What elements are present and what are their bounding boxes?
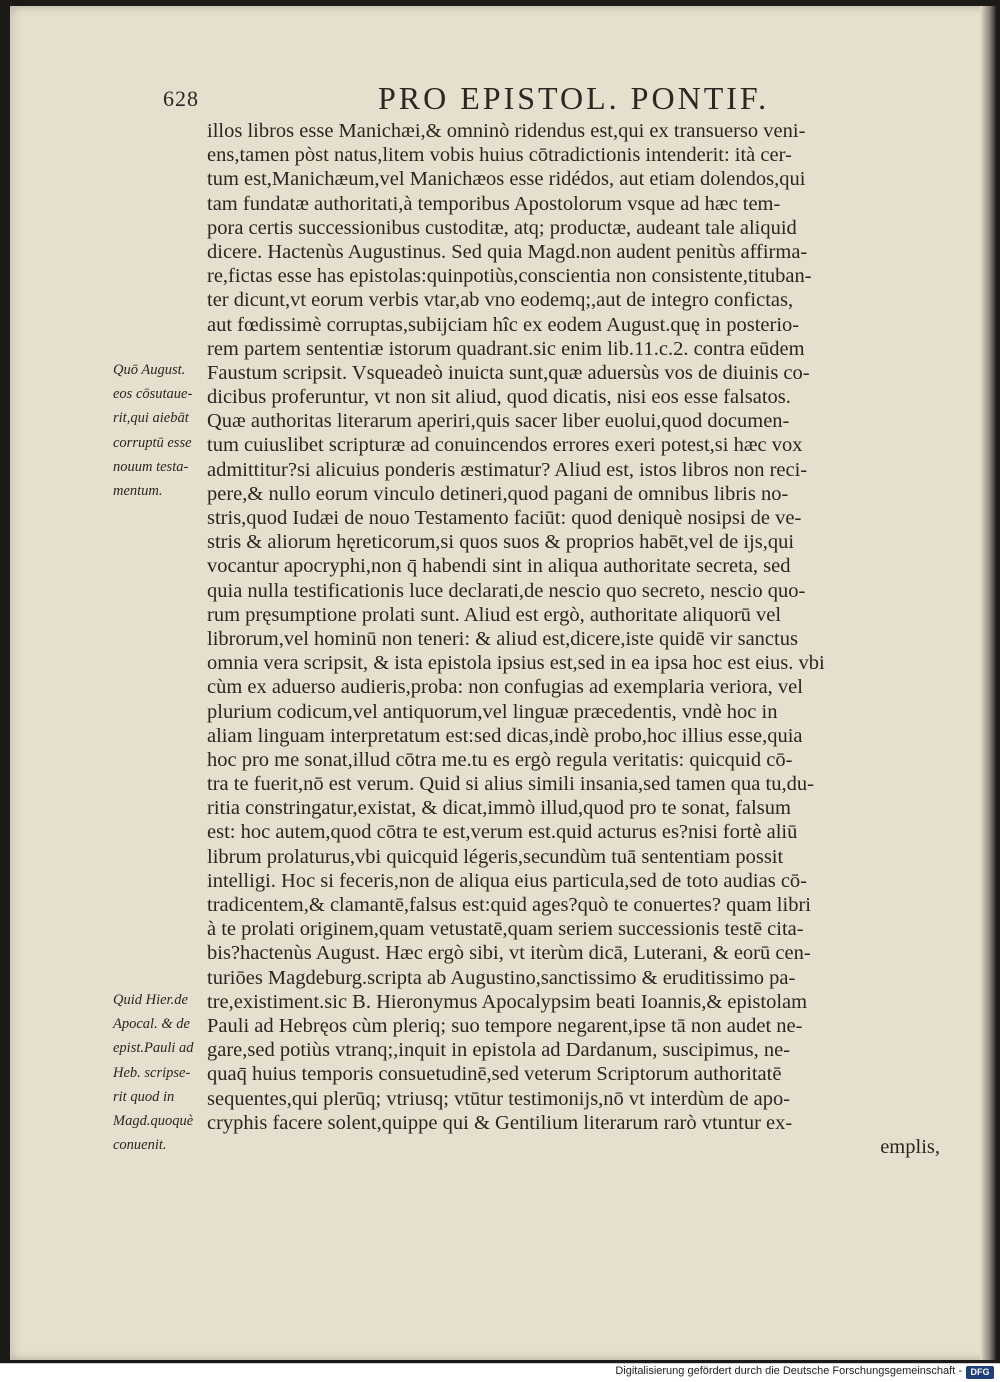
marginal-note-line: rit,qui aiebāt bbox=[113, 410, 189, 427]
text-line: tum est,Manichæum,vel Manichæos esse ridédos, aut etiam dolendos,qui bbox=[207, 168, 806, 191]
marginal-note-line: epist.Pauli ad bbox=[113, 1040, 194, 1057]
text-line: tre,existiment.sic B. Hieronymus Apocalypsim beati Ioannis,& epistolam bbox=[207, 990, 808, 1013]
marginal-note-line: conuenit. bbox=[113, 1137, 167, 1154]
text-line: rem partem sententiæ istorum quadrant.sic enim lib.11.c.2. contra eūdem bbox=[207, 337, 805, 360]
marginal-note-augustine bbox=[113, 358, 217, 503]
text-line: pora certis successionibus custoditæ, atq; productæ, audeant tale aliquid bbox=[207, 216, 797, 239]
marginal-note-line: Quō August. bbox=[113, 362, 186, 378]
text-line: aut fœdissimè corruptas,subijciam hîc ex eodem August.quę in posterio- bbox=[207, 313, 800, 336]
text-line: tradicentem,& clamantē,falsus est:quid ages?quò te conuertes? quam libri bbox=[207, 894, 811, 916]
text-line: dicere. Hactenùs Augustinus. Sed quia Magd.non audent penitùs affirma- bbox=[207, 240, 808, 263]
text-line: intelligi. Hoc si feceris,non de aliqua eius particula,sed de toto audias cō- bbox=[207, 869, 808, 892]
text-line: pere,& nullo eorum vinculo detineri,quod pagani de omnibus libris no- bbox=[207, 482, 789, 505]
text-line: Faustum scripsit. Vsqueadeò inuicta sunt,quæ aduersùs vos de diuinis co- bbox=[207, 361, 810, 384]
text-line: vocantur apocryphi,non q̄ habendi sint in aliqua authoritate secreta, sed bbox=[207, 555, 791, 578]
text-line: librum prolaturus,vbi quicquid légeris,secundùm tuā sententiam possit bbox=[207, 845, 784, 868]
text-line: stris,quod Iudæi de nouo Testamento faciūt: quod deniquè nosipsi de ve- bbox=[207, 507, 802, 529]
text-line: stris & aliorum hęreticorum,si quos suos & proprios habēt,vel de ijs,qui bbox=[207, 531, 795, 554]
text-line: gare,sed potiùs vtranq;,inquit in epistola ad Dardanum, suscipimus, ne- bbox=[207, 1039, 790, 1062]
text-line: quaq̄ huius temporis consuetudinē,sed veterum Scriptorum authoritatē bbox=[207, 1063, 782, 1086]
text-line: est: hoc autem,quod cōtra te est,verum est.quid acturus es?nisi fortè aliū bbox=[207, 821, 798, 844]
text-line: bis?hactenùs August. Hæc ergò sibi, vt iterùm dicā, Luterani, & eorū cen- bbox=[207, 942, 811, 965]
page-edge-shadow bbox=[980, 6, 996, 1360]
text-line: quia nulla testificationis luce declarati,de nescio quo secreto, nescio quo- bbox=[207, 579, 806, 602]
text-line: rum pręsumptione prolati sunt. Aliud est ergò, authoritate aliquorū vel bbox=[207, 603, 782, 626]
text-line: cùm ex aduerso audieris,proba: non confugias ad exemplaria veriora, vel bbox=[207, 676, 803, 699]
marginal-note-line: mentum. bbox=[113, 483, 163, 500]
text-line: ritia constringatur,existat, & dicat,immò illud,quod pro te sonat, falsum bbox=[207, 797, 791, 820]
text-line: dicibus proferuntur, vt non sit aliud, quod dicatis, nisi eos esse falsatos. bbox=[207, 386, 791, 409]
text-line: omnia vera scripsit, & ista epistola ipsius est,sed in ea ipsa hoc est eius. vbi bbox=[207, 652, 825, 675]
text-line: plurium codicum,vel antiquorum,vel linguæ præcedentis, vndè hoc in bbox=[207, 700, 778, 723]
text-line: Quæ authoritas literarum aperiri,quis sacer liber euolui,quod documen- bbox=[207, 410, 790, 433]
text-line: turiōes Magdeburg.scripta ab Augustino,sanctissimo & eruditissimo pa- bbox=[207, 966, 796, 989]
text-line: tam fundatæ authoritati,à temporibus Apostolorum vsque ad hæc tem- bbox=[207, 192, 781, 215]
marginal-note-line: eos cōsutaue- bbox=[113, 386, 193, 403]
text-line: aliam linguam interpretatum est:sed dicas,indè probo,hoc illius esse,quia bbox=[207, 724, 803, 747]
catchword: emplis, bbox=[880, 1135, 940, 1158]
main-text bbox=[207, 119, 940, 1159]
text-line: admittitur?si alicuius ponderis æstimatur? Aliud est, istos libros non reci- bbox=[207, 458, 808, 481]
text-line: cryphis facere solent,quippe qui & Gentilium literarum rarò vtuntur ex- bbox=[207, 1111, 793, 1134]
text-line: re,fictas esse has epistolas:quinpotiùs,conscientia non consistente,tituban- bbox=[207, 265, 812, 288]
text-line: à te prolati originem,quam vetustatē,quam seriem successionis testē cita- bbox=[207, 918, 804, 941]
text-line: ter dicunt,vt eorum verbis vtar,ab vno eodemq;,aut de integro confictas, bbox=[207, 289, 794, 312]
text-line: tra te fuerit,nō est verum. Quid si alius simili insania,sed tamen qua tu,du- bbox=[207, 773, 814, 796]
text-line: illos libros esse Manichæi,& omninò ridendus est,qui ex transuerso veni- bbox=[207, 120, 806, 142]
text-line: tum cuiuslibet scripturæ ad conuincendos errores exeri potest,si hæc vox bbox=[207, 434, 803, 457]
marginal-note-line: Apocal. & de bbox=[113, 1016, 190, 1033]
text-line: ens,tamen pòst natus,litem vobis huius cōtradictionis intenderit: ità cer- bbox=[207, 144, 792, 167]
text-line: librorum,vel hominū non teneri: & aliud est,dicere,iste quidē vir sanctus bbox=[207, 627, 798, 650]
marginal-note-line: Heb. scripse- bbox=[113, 1064, 191, 1081]
page-number: 628 bbox=[163, 86, 199, 111]
text-line: Pauli ad Hebręos cùm pleriq; suo tempore negarent,ipse tā non audet ne- bbox=[207, 1014, 803, 1037]
text-line: sequentes,qui plerūq; vtriusq; vtūtur testimonijs,nō vt interdùm de apo- bbox=[207, 1087, 791, 1110]
marginal-note-hieronymus bbox=[113, 988, 217, 1157]
marginal-note-line: Magd.quoquè bbox=[113, 1113, 194, 1130]
running-head: PRO EPISTOL. PONTIF. bbox=[378, 80, 770, 116]
marginal-note-line: corruptū esse bbox=[113, 434, 192, 451]
marginal-note-line: rit quod in bbox=[113, 1088, 175, 1105]
text-line: hoc pro me sonat,illud cōtra me.tu es ergò regula veritatis: quicquid cō- bbox=[207, 748, 793, 771]
dfg-logo-icon: DFG bbox=[966, 1366, 994, 1379]
marginal-note-line: Quid Hier.de bbox=[113, 992, 188, 1008]
funding-credit: Digitalisierung gefördert durch die Deutsche Forschungsgemeinschaft - bbox=[615, 1365, 962, 1377]
footer-bar bbox=[0, 1363, 1000, 1382]
marginal-note-line: nouum testa- bbox=[113, 458, 189, 475]
